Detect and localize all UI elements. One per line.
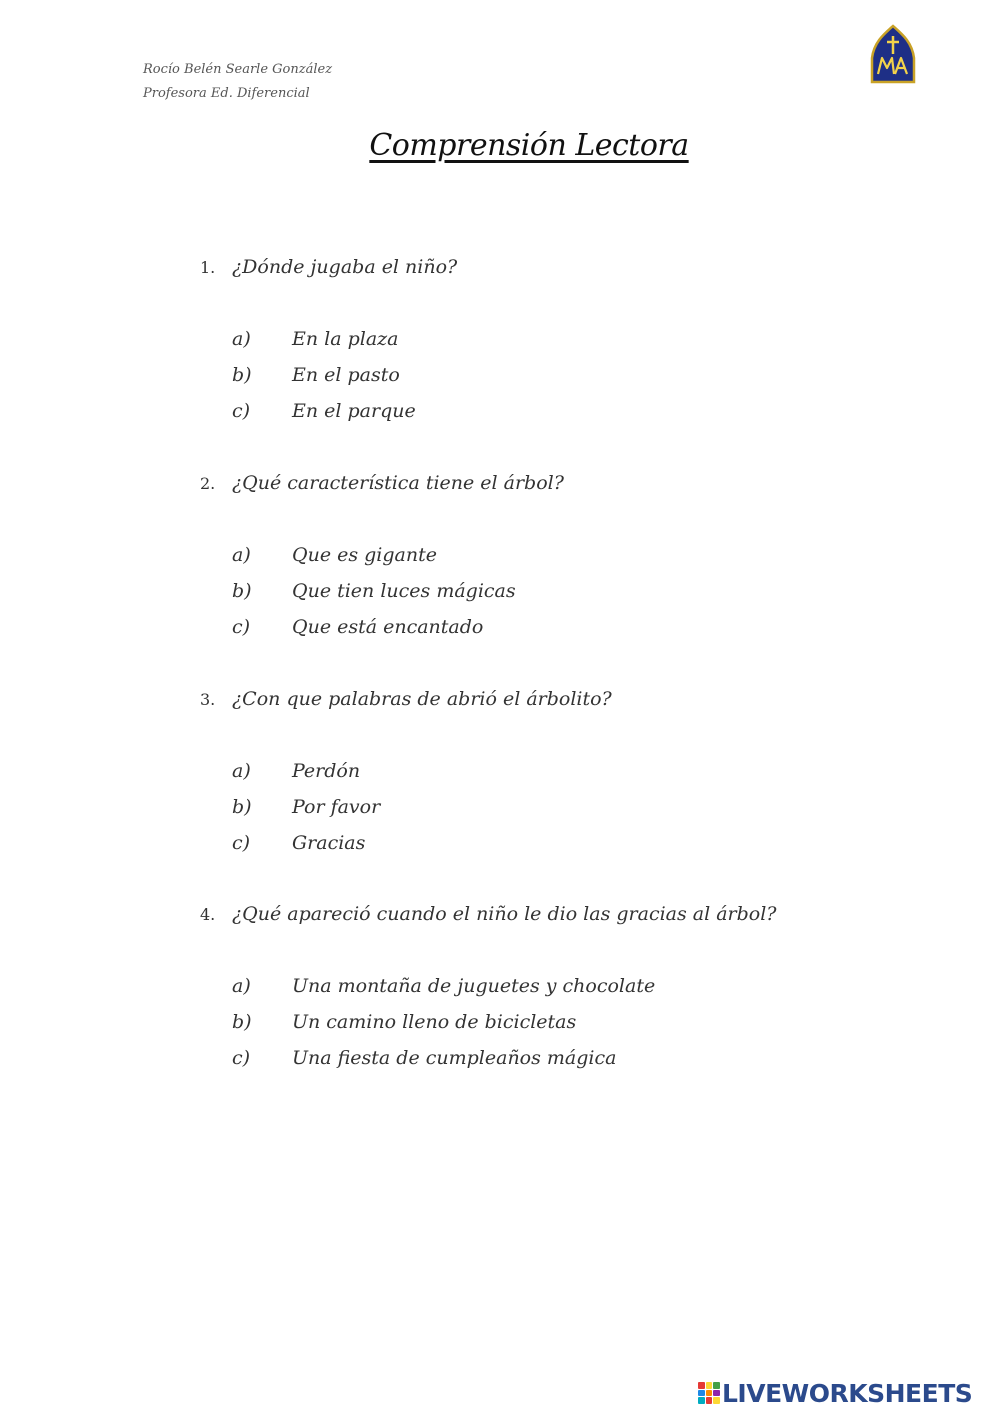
answer-option[interactable]	[232, 832, 365, 854]
question-number: 1.	[200, 258, 216, 277]
answer-option[interactable]	[232, 760, 360, 782]
question-number: 4.	[200, 905, 216, 924]
option-letter: b)	[232, 1011, 252, 1033]
question-text: ¿Qué apareció cuando el niño le dio las gracias al árbol?	[232, 903, 777, 925]
option-letter: a)	[232, 760, 251, 782]
option-letter: b)	[232, 580, 252, 602]
option-letter: b)	[232, 364, 252, 386]
option-letter: c)	[232, 1047, 251, 1069]
option-text: En la plaza	[292, 328, 399, 350]
option-letter: b)	[232, 796, 252, 818]
answer-option[interactable]	[232, 796, 380, 818]
option-letter: c)	[232, 400, 251, 422]
author-role: Profesora Ed. Diferencial	[143, 86, 310, 101]
liveworksheets-brand: LIVEWORKSHEETS	[722, 1378, 973, 1408]
answer-option[interactable]	[232, 616, 483, 638]
option-text: Una montaña de juguetes y chocolate	[292, 975, 656, 997]
liveworksheets-grid-icon	[698, 1382, 720, 1404]
answer-option[interactable]	[232, 580, 516, 602]
question-text: ¿Qué característica tiene el árbol?	[232, 472, 564, 494]
school-crest-icon	[868, 24, 918, 88]
question-number: 2.	[200, 474, 216, 493]
question-1	[200, 256, 457, 278]
page-title: Comprensión Lectora	[369, 128, 689, 163]
question-number: 3.	[200, 690, 216, 709]
answer-option[interactable]	[232, 400, 416, 422]
author-name: Rocío Belén Searle González	[143, 62, 333, 77]
liveworksheets-logo	[698, 1378, 972, 1408]
answer-option[interactable]	[232, 1047, 616, 1069]
option-text: Que está encantado	[292, 616, 484, 638]
option-text: Perdón	[292, 760, 361, 782]
answer-option[interactable]	[232, 544, 437, 566]
option-letter: c)	[232, 616, 251, 638]
answer-option[interactable]	[232, 364, 400, 386]
option-text: En el parque	[292, 400, 416, 422]
answer-option[interactable]	[232, 1011, 576, 1033]
option-text: Que tien luces mágicas	[292, 580, 516, 602]
option-text: Gracias	[292, 832, 366, 854]
question-2	[200, 472, 564, 494]
answer-option[interactable]	[232, 975, 655, 997]
author-info	[143, 58, 332, 106]
question-text: ¿Con que palabras de abrió el árbolito?	[232, 688, 612, 710]
question-3	[200, 688, 612, 710]
question-text: ¿Dónde jugaba el niño?	[232, 256, 458, 278]
option-text: Una fiesta de cumpleaños mágica	[292, 1047, 617, 1069]
option-letter: a)	[232, 975, 251, 997]
option-letter: a)	[232, 544, 251, 566]
option-text: Que es gigante	[292, 544, 437, 566]
option-letter: c)	[232, 832, 251, 854]
option-text: Un camino lleno de bicicletas	[292, 1011, 577, 1033]
answer-option[interactable]	[232, 328, 399, 350]
question-4	[200, 903, 777, 925]
option-letter: a)	[232, 328, 251, 350]
option-text: Por favor	[292, 796, 381, 818]
option-text: En el pasto	[292, 364, 400, 386]
